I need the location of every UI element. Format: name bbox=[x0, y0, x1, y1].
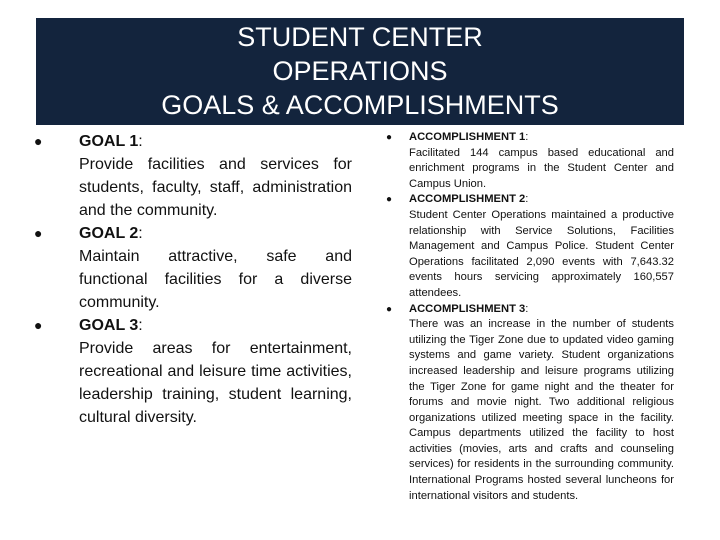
title-line-2: OPERATIONS bbox=[272, 56, 448, 86]
accomplishment-heading bbox=[409, 130, 674, 146]
accomplishment-item bbox=[386, 302, 674, 505]
goals-list bbox=[34, 130, 352, 429]
accomplishment-heading-label: ACCOMPLISHMENT 1 bbox=[409, 131, 526, 143]
goal-heading bbox=[79, 222, 352, 245]
bullet-icon: ● bbox=[386, 303, 393, 315]
accomplishments-list bbox=[386, 130, 674, 504]
accomplishment-item bbox=[386, 192, 674, 301]
accomplishment-heading-label: ACCOMPLISHMENT 3 bbox=[409, 302, 526, 315]
goal-item bbox=[34, 130, 352, 222]
accomplishment-heading-colon: : bbox=[525, 193, 529, 206]
goal-heading bbox=[79, 314, 352, 337]
accomplishment-heading bbox=[409, 302, 674, 318]
bullet-icon: ● bbox=[386, 194, 393, 206]
goal-heading-label: GOAL 2 bbox=[79, 225, 139, 242]
accomplishment-text: Facilitated 144 campus based educational and enrichment programs in the Student Center and Campus Union. bbox=[409, 146, 674, 190]
goal-heading-colon: : bbox=[138, 133, 143, 150]
accomplishment-item bbox=[386, 130, 674, 192]
goal-heading-colon: : bbox=[138, 317, 143, 334]
goal-text: Provide areas for entertainment, recreational and leisure time activities, leadership training, student learning, cultural diversity. bbox=[79, 340, 352, 426]
bullet-icon: ● bbox=[34, 317, 43, 333]
title-line-3: GOALS & ACCOMPLISHMENTS bbox=[161, 90, 559, 120]
accomplishment-heading-colon: : bbox=[525, 131, 529, 143]
bullet-icon: ● bbox=[386, 132, 393, 143]
bullet-icon: ● bbox=[34, 133, 43, 149]
goal-item bbox=[34, 222, 352, 314]
accomplishment-heading-label: ACCOMPLISHMENT 2 bbox=[409, 193, 526, 206]
accomplishment-text: Student Center Operations maintained a productive relationship with Service Solutions, Facilities Management and Campus Police. Student Center Operations facilitated 2,090 events with 7,643.32 events hours servicing approximately 160,557 attendees. bbox=[409, 208, 674, 299]
goal-heading-label: GOAL 3 bbox=[79, 317, 139, 334]
goal-heading-colon: : bbox=[138, 225, 143, 242]
slide-title bbox=[36, 20, 684, 122]
goal-item bbox=[34, 314, 352, 429]
accomplishment-text: There was an increase in the number of students utilizing the Tiger Zone due to updated video gaming systems and game variety. Student organizations increased leadership and leisure programs utilizing the Tiger Zone for game night and the theater for forums and movie night. Two additional religious organizations utilized meeting space in the facility. Campus departments utilized the facility to host activities (movies, arts and crafts and counseling services) for residents in the surrounding community. International Programs hosted several luncheons for international visitors and students. bbox=[409, 318, 674, 502]
goal-heading bbox=[79, 130, 352, 153]
accomplishment-heading bbox=[409, 192, 674, 208]
bullet-icon: ● bbox=[34, 225, 43, 241]
goal-heading-label: GOAL 1 bbox=[79, 133, 139, 150]
goal-text: Maintain attractive, safe and functional facilities for a diverse community. bbox=[79, 248, 352, 311]
title-line-1: STUDENT CENTER bbox=[237, 22, 483, 52]
accomplishment-heading-colon: : bbox=[525, 302, 529, 315]
goal-text: Provide facilities and services for students, faculty, staff, administration and the community. bbox=[79, 156, 352, 219]
